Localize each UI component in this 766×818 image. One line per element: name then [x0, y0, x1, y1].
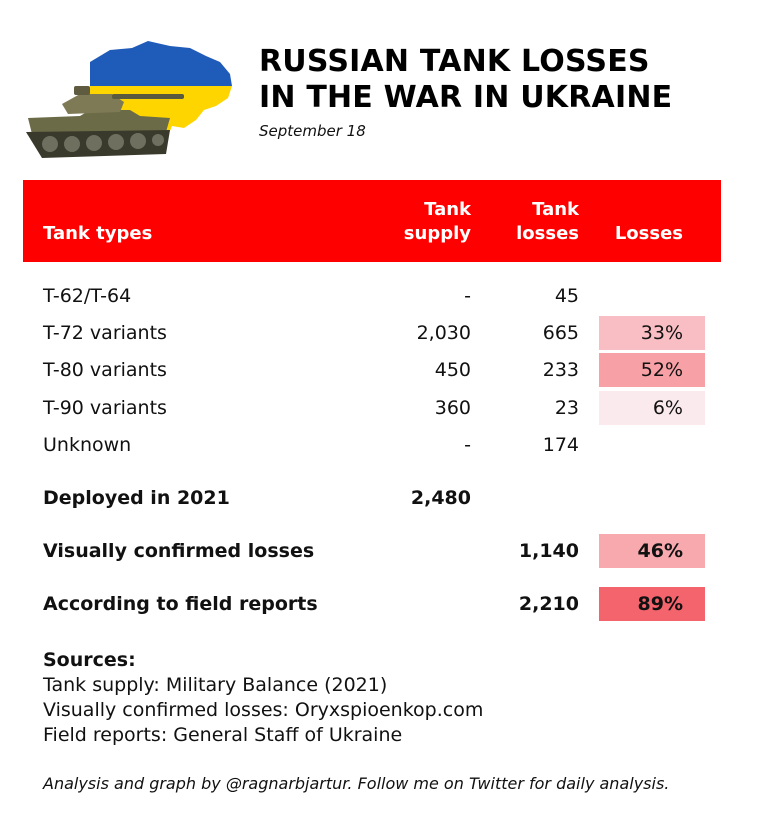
column-header-losses-pct	[615, 222, 683, 246]
row-tank-supply: 450	[434, 359, 471, 381]
row-tank-supply: 360	[434, 397, 471, 419]
column-header-tank-supply-line1: Tank	[424, 199, 471, 220]
totals-label: Deployed in 2021	[43, 487, 230, 509]
totals-pct	[599, 481, 705, 515]
sources-block	[43, 648, 483, 748]
row-tank-type: T-90 variants	[43, 397, 167, 419]
row-tank-losses: 174	[542, 434, 579, 456]
row-loss-pct	[599, 428, 705, 462]
column-header-tank-losses-line1: Tank	[532, 199, 579, 220]
row-tank-type: Unknown	[43, 434, 132, 456]
totals-pct: 46%	[599, 534, 705, 568]
row-tank-supply: -	[464, 285, 471, 307]
totals-pct: 89%	[599, 587, 705, 621]
tank-icon	[26, 86, 184, 158]
source-line: Visually confirmed losses: Oryxspioenkop.com	[43, 699, 484, 721]
table-row	[23, 279, 721, 313]
row-tank-type: T-62/T-64	[43, 285, 132, 307]
row-loss-pct: 52%	[599, 353, 705, 387]
totals-losses: 1,140	[518, 540, 579, 562]
title-line-2: IN THE WAR IN UKRAINE	[259, 80, 673, 115]
column-header-tank-types	[43, 222, 152, 246]
row-tank-losses: 45	[554, 285, 579, 307]
page-title	[259, 44, 672, 116]
row-tank-supply: 2,030	[416, 322, 471, 344]
date-subtitle: September 18	[259, 122, 366, 140]
column-header-tank-losses-line2: losses	[516, 223, 579, 244]
table-row	[23, 316, 721, 350]
table-row	[23, 428, 721, 462]
totals-losses: 2,210	[518, 593, 579, 615]
row-tank-supply: -	[464, 434, 471, 456]
column-header-tank-types-label: Tank types	[43, 223, 153, 244]
table-row	[23, 391, 721, 425]
row-tank-losses: 233	[542, 359, 579, 381]
row-tank-type: T-72 variants	[43, 322, 167, 344]
sources-title: Sources:	[43, 649, 136, 671]
column-header-losses-pct-label: Losses	[614, 223, 683, 244]
table-header	[23, 180, 721, 262]
row-loss-pct	[599, 279, 705, 313]
column-header-tank-losses	[516, 198, 579, 246]
row-tank-losses: 665	[542, 322, 579, 344]
totals-label: Visually confirmed losses	[43, 540, 315, 562]
ukraine-map-tank-illustration	[20, 36, 235, 166]
title-line-1: RUSSIAN TANK LOSSES	[259, 44, 650, 79]
totals-row-field-reports	[23, 587, 721, 621]
row-loss-pct: 6%	[599, 391, 705, 425]
table-row	[23, 353, 721, 387]
totals-row-deployed	[23, 481, 721, 515]
column-header-tank-supply-line2: supply	[403, 223, 471, 244]
source-line: Field reports: General Staff of Ukraine	[43, 724, 403, 746]
credit-line: Analysis and graph by @ragnarbjartur. Follow me on Twitter for daily analysis.	[43, 774, 670, 793]
source-line: Tank supply: Military Balance (2021)	[43, 674, 388, 696]
row-tank-losses: 23	[554, 397, 579, 419]
totals-row-visually-confirmed	[23, 534, 721, 568]
row-tank-type: T-80 variants	[43, 359, 167, 381]
totals-supply: 2,480	[410, 487, 471, 509]
totals-label: According to field reports	[43, 593, 318, 615]
row-loss-pct: 33%	[599, 316, 705, 350]
column-header-tank-supply	[404, 198, 471, 246]
